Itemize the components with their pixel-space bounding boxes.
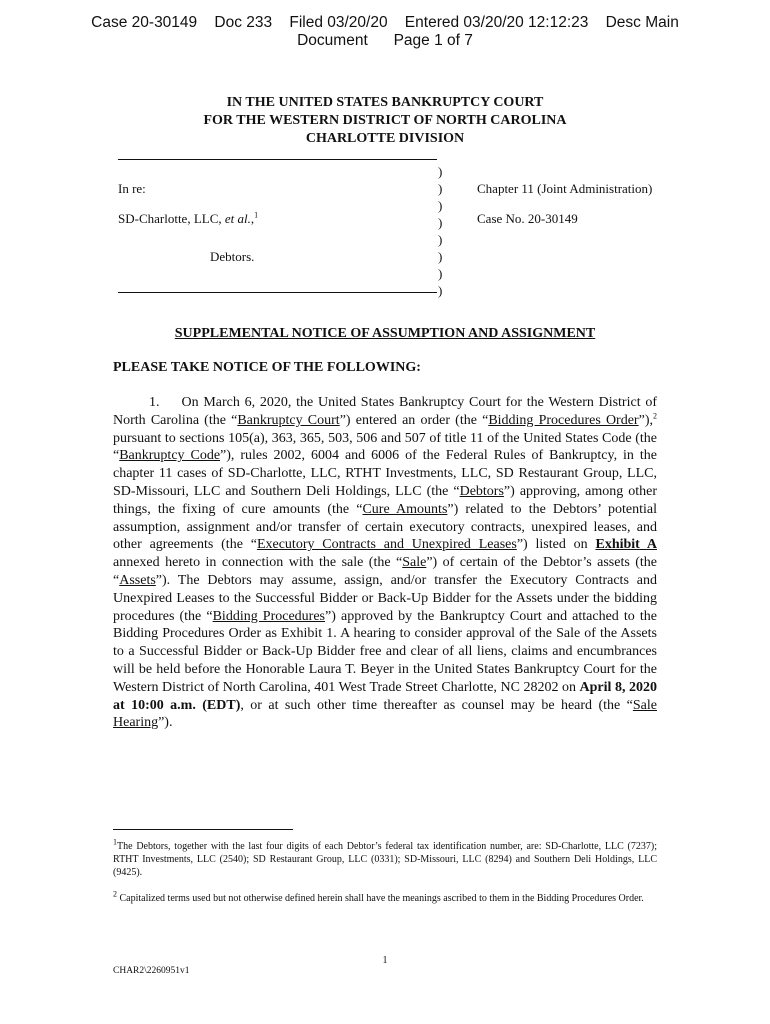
footnote-2 (113, 889, 657, 905)
caption-paren: ) (438, 181, 443, 196)
caption-paren: ) (438, 283, 443, 298)
caption-paren: ) (438, 215, 443, 230)
defined-term: Cure Amounts (362, 501, 448, 517)
caption-paren: ) (438, 249, 443, 264)
ecf-header-line1: Case 20-30149 Doc 233 Filed 03/20/20 Entered 03/20/20 12:12:23 Desc Main (91, 14, 679, 31)
ecf-header-line2: Document Page 1 of 7 (297, 32, 473, 49)
para-text: ”) listed on (516, 537, 596, 553)
footnote-1-mark: 1 (113, 837, 117, 847)
para-text: annexed hereto in connection with the sale (the “ (113, 555, 403, 571)
caption-paren: ) (438, 266, 443, 281)
para-text: On March 6, 2020, the United States Bankruptcy Court for the Western District of North Carolina (the “ (113, 395, 657, 428)
caption-paren: ) (438, 232, 443, 247)
para-text: ”). The Debtors may assume, assign, and/or transfer the Executory Contracts and Unexpired Leases to the Successful Bidder or Back-Up Bidder for the Assets under the bidding procedures (the “ (113, 572, 657, 624)
footnote-2-mark: 2 (113, 889, 117, 899)
case-number: Case No. 20-30149 (477, 211, 578, 226)
court-line-3: CHARLOTTE DIVISION (305, 131, 465, 146)
footnote-1-text: The Debtors, together with the last four digits of each Debtor’s federal tax identification number, are: SD-Charlotte, LLC (7237); RTHT Investments, LLC (2540); SD Restaurant Group, LLC (0331); SD-Missouri, LLC (8294) and Southern Deli Holdings, LLC (9425). (113, 841, 657, 878)
defined-term: Bankruptcy Court (237, 412, 340, 428)
footnote-separator (113, 829, 293, 830)
para-text: ”), rules 2002, 6004 and 6006 of the Federal Rules of Bankruptcy, in the chapter 11 cases of SD-Charlotte, LLC, RTHT Investments, LLC, SD Restaurant Group, LLC, SD-Missouri, LLC and Southern Deli Holdings, LLC (the “ (113, 448, 657, 499)
para-text: ”). (158, 715, 173, 731)
para-text: ”) related to the Debtors’ potential assumption, assignment and/or transfer of certain executory contracts, unexpired leases, and other agreements (the “ (113, 501, 658, 553)
defined-term: Bankruptcy Code (119, 448, 221, 464)
ecf-header (0, 14, 770, 50)
hearing-date: April 8, 2020 at 10:00 a.m. (EDT) (113, 679, 657, 713)
defined-term: Assets (119, 572, 156, 588)
defined-term: Executory Contracts and Unexpired Leases (256, 537, 517, 553)
defined-term: Debtors (459, 483, 504, 499)
defined-term: Sale Hearing (113, 697, 657, 731)
footnote-1 (113, 837, 657, 879)
caption-paren: ) (438, 164, 443, 179)
in-re-label: In re: (118, 181, 146, 196)
page-number: 1 (382, 955, 388, 966)
paragraph-number: 1. (149, 395, 160, 410)
debtor-name: SD-Charlotte, LLC, (118, 211, 222, 226)
footnote-ref-1: 1 (254, 210, 259, 220)
caption-top-rule (118, 159, 437, 160)
debtors-label: Debtors. (210, 249, 255, 264)
para-text: pursuant to sections 105(a), 363, 365, 503, 506 and 507 of title 11 of the United States Code (the “ (113, 430, 657, 464)
debtor-caption-name (118, 211, 258, 227)
caption-bottom-rule (118, 292, 437, 293)
caption-paren: ) (438, 198, 443, 213)
please-take-notice: PLEASE TAKE NOTICE OF THE FOLLOWING: (113, 360, 421, 375)
para-text: ”) approving, among other things, the fixing of cure amounts (the “ (113, 483, 657, 517)
et-al: et al. (224, 211, 251, 226)
document-title: SUPPLEMENTAL NOTICE OF ASSUMPTION AND ASSIGNMENT (174, 326, 596, 341)
court-line-1: IN THE UNITED STATES BANKRUPTCY COURT (226, 95, 544, 110)
paragraph-1 (113, 394, 657, 732)
footnote-2-text: Capitalized terms used but not otherwise defined herein shall have the meanings ascribed to them in the Bidding Procedures Order. (117, 893, 644, 904)
exhibit-reference: Exhibit A (595, 537, 657, 553)
para-text: ”) approved by the Bankruptcy Court and attached to the Bidding Procedures Order as Exhibit 1. A hearing to consider approval of the Sale of the Assets to a Successful Bidder or Back-Up Bidder free and clear of all liens, claims and encumbrances will be held before the Honorable Laura T. Beyer in the United States Bankruptcy Court for the Western District of North Carolina, 401 West Trade Street Charlotte, NC 28202 on (113, 608, 657, 695)
para-text: ”), (638, 412, 653, 428)
defined-term: Bidding Procedures Order (488, 412, 639, 428)
defined-term: Bidding Procedures (212, 608, 326, 624)
case-caption (118, 150, 678, 300)
defined-term: Sale (402, 555, 427, 571)
chapter-label: Chapter 11 (Joint Administration) (477, 181, 653, 196)
court-heading (0, 94, 770, 148)
footnote-ref-2: 2 (653, 411, 657, 421)
document-id: CHAR2\2260951v1 (113, 966, 190, 976)
debtor-comma: , (250, 211, 255, 226)
para-text: ”) of certain of the Debtor’s assets (the “ (113, 555, 657, 588)
court-line-2: FOR THE WESTERN DISTRICT OF NORTH CAROLINA (203, 113, 567, 128)
para-text: ”) entered an order (the “ (339, 412, 489, 428)
para-text: , or at such other time thereafter as counsel may be heard (the “ (240, 697, 633, 713)
